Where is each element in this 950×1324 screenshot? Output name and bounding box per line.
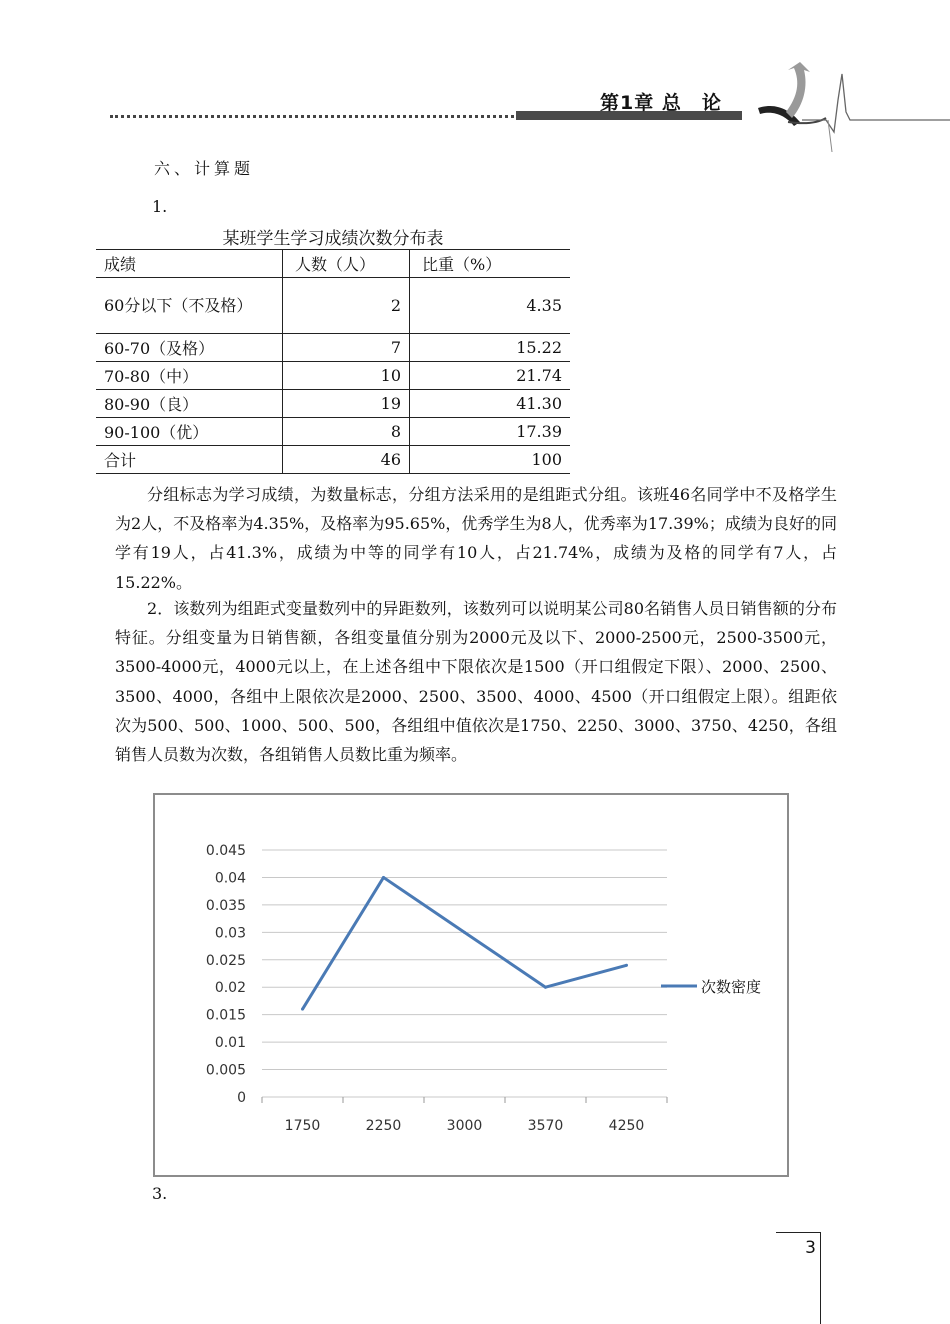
table-row — [96, 390, 570, 418]
column-header: 成绩 — [96, 250, 283, 278]
data-point — [301, 1008, 304, 1011]
table-row — [96, 278, 570, 334]
series-line — [303, 877, 627, 1009]
table-cell: 17.39 — [410, 418, 571, 446]
frequency-density-chart — [153, 793, 789, 1177]
x-tick-label: 3000 — [446, 1118, 483, 1134]
table-cell: 100 — [410, 446, 571, 474]
table-cell: 7 — [283, 334, 410, 362]
header-dotted-rule — [110, 115, 520, 118]
y-tick-label: 0.005 — [205, 1062, 246, 1079]
y-tick-label: 0.015 — [205, 1007, 246, 1024]
data-point — [625, 964, 628, 967]
table-header-row — [96, 250, 570, 278]
column-header: 人数（人） — [283, 250, 410, 278]
table-cell: 8 — [283, 418, 410, 446]
chart-canvas — [155, 795, 787, 1175]
item-number-1: 1. — [152, 197, 168, 216]
y-tick-label: 0.01 — [214, 1035, 246, 1052]
table-cell: 60-70（及格） — [96, 334, 283, 362]
y-tick-label: 0 — [237, 1090, 246, 1106]
table-cell: 10 — [283, 362, 410, 390]
table-caption: 某班学生学习成绩次数分布表 — [222, 229, 444, 249]
answer-paragraph-1: 分组标志为学习成绩，为数量标志，分组方法采用的是组距式分组。该班46名同学中不及格学生为2人，不及格率为4.35%，及格率为95.65%，优秀学生为8人，优秀率为17.39%；成绩为良好的同学有19人，占41.3%，成绩为中等的同学有10人，占21.74%，成绩为及格的同学有7人，占15.22%。 — [115, 485, 837, 592]
data-point — [544, 986, 547, 989]
table-cell: 合计 — [96, 446, 283, 474]
table-row — [96, 334, 570, 362]
table-cell: 70-80（中） — [96, 362, 283, 390]
y-tick-label: 0.025 — [205, 952, 246, 969]
table-total-row — [96, 446, 570, 474]
section-heading: 六、计算题 — [154, 159, 255, 178]
table-row — [96, 362, 570, 390]
y-tick-label: 0.04 — [214, 870, 246, 887]
item-number-3: 3. — [152, 1184, 168, 1203]
table-row — [96, 418, 570, 446]
table-cell: 15.22 — [410, 334, 571, 362]
table-cell: 41.30 — [410, 390, 571, 418]
arrow-swoosh-icon — [742, 62, 950, 157]
answer-paragraph-2: 2．该数列为组距式变量数列中的异距数列，该数列可以说明某公司80名销售人员日销售额的分布特征。分组变量为日销售额，各组变量值分别为2000元及以下、2000-2500元，2500-3500元， 3500-4000元，4000元以上，在上述各组中下限依次是1500（开口组假定下限）、2000、2500、3500、4000，各组中上限依次是2000、2500、3500、4000、4500（开口组假定上限）。组距依次为500、500、1000、500、500，各组组中值依次是1750、2250、3000、3750、4250，各组销售人员数为次数，各组销售人员数比重为频率。 — [115, 599, 837, 765]
x-tick-label: 3570 — [527, 1118, 564, 1134]
x-tick-label: 2250 — [365, 1118, 402, 1134]
table-cell: 2 — [283, 278, 410, 334]
y-tick-label: 0.03 — [214, 925, 246, 942]
table-cell: 90-100（优） — [96, 418, 283, 446]
table-cell: 60分以下（不及格） — [96, 278, 283, 334]
chapter-title: 第1章 总 论 — [600, 92, 722, 114]
data-point — [463, 931, 466, 934]
table-cell: 4.35 — [410, 278, 571, 334]
table-cell: 19 — [283, 390, 410, 418]
y-tick-label: 0.035 — [205, 897, 246, 914]
table-cell: 21.74 — [410, 362, 571, 390]
table-cell: 46 — [283, 446, 410, 474]
column-header: 比重（%） — [410, 250, 571, 278]
data-point — [382, 876, 385, 879]
legend-label: 次数密度 — [701, 978, 762, 996]
page-number: 3 — [805, 1238, 816, 1258]
y-tick-label: 0.045 — [205, 843, 246, 859]
y-tick-label: 0.02 — [214, 980, 246, 997]
x-tick-label: 4250 — [608, 1118, 645, 1134]
score-distribution-table — [96, 249, 570, 474]
table-cell: 80-90（良） — [96, 390, 283, 418]
x-tick-label: 1750 — [284, 1118, 321, 1134]
